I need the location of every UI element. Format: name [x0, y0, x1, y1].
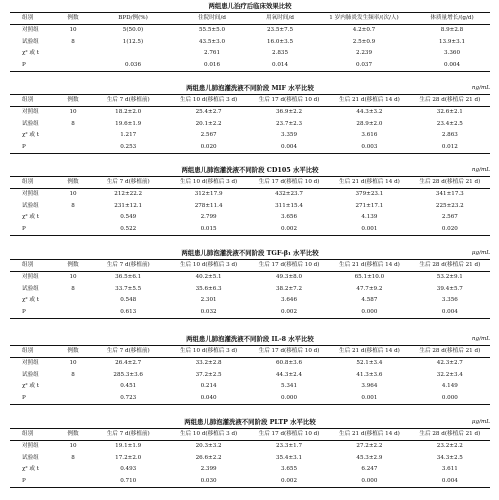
table-cell: 试验组 [22, 38, 39, 45]
table-cell: 2.761 [203, 50, 220, 56]
table-cell [58, 142, 88, 154]
table-title [10, 0, 490, 12]
table-unit: μg/mL [471, 250, 490, 256]
table-2 [10, 82, 490, 154]
table-cell: 55.5±5.0 [198, 27, 226, 33]
table-cell: 8 [71, 202, 75, 209]
header-row [10, 95, 490, 106]
table-cell: 20.3±3.2 [195, 443, 222, 449]
table-cell: 65.1±10.0 [354, 274, 385, 280]
table-cell: 1.217 [120, 132, 137, 138]
table-cell: 2.239 [355, 50, 372, 56]
table-cell: 0.012 [441, 143, 458, 150]
table-cell: 0.015 [200, 225, 217, 232]
table-cell: 2.301 [200, 297, 217, 303]
table-cell: 60.8±3.6 [275, 360, 303, 366]
table-row [10, 284, 490, 296]
table-title [10, 333, 490, 345]
table-title-text: 两组患儿肺泡灌洗液不同阶段 MIF 水平比较 [186, 84, 314, 92]
table-cell: 4.149 [441, 383, 458, 389]
table-body [10, 25, 490, 72]
table-cell: 23.3±1.7 [275, 443, 303, 449]
column-header: 组别 [22, 262, 34, 268]
table-cell: 23.2±2.2 [436, 443, 463, 449]
table-cell: 0.001 [361, 394, 378, 401]
table-cell: 32.6±2.1 [436, 109, 463, 115]
table-row [10, 453, 490, 465]
table-cell: 0.030 [200, 477, 217, 484]
table-cell: 10 [69, 274, 77, 280]
table-cell: 3.656 [281, 214, 298, 220]
column-header: 生后 7 d(移植前) [106, 431, 150, 437]
table-body [10, 107, 490, 154]
table-cell [58, 295, 88, 307]
table-row [10, 142, 490, 154]
table-title-text: 两组患儿肺泡灌洗液不同阶段 CD105 水平比较 [181, 166, 319, 174]
column-header: 例数 [67, 15, 79, 21]
table-cell: 0.493 [120, 466, 137, 472]
table-cell: 0.016 [203, 61, 220, 68]
table-cell: 43.5±3.0 [198, 38, 226, 45]
table-cell: 33.2±2.8 [195, 360, 222, 366]
table-cell [58, 130, 88, 142]
column-header: 生后 17 d(移植后 10 d) [258, 97, 320, 103]
table-cell [58, 464, 88, 476]
table-body [10, 358, 490, 405]
table-row [10, 393, 490, 405]
table-cell: 47.7±9.2 [356, 285, 383, 292]
table-cell: 0.522 [120, 225, 137, 232]
column-header: 组别 [22, 431, 34, 437]
table-cell: 试验组 [22, 202, 39, 209]
table-cell: χ² 或 t [22, 50, 40, 56]
table-cell: 对照组 [22, 443, 39, 449]
table-cell: 379±23.1 [355, 191, 384, 197]
table-cell: 52.1±3.4 [356, 360, 383, 366]
table-body [10, 272, 490, 319]
table-header [10, 428, 490, 441]
table-cell [58, 307, 88, 319]
table-row [10, 212, 490, 224]
column-header: 生后 21 d(移植后 14 d) [339, 97, 400, 103]
table-cell [58, 381, 88, 393]
table-cell: 4.587 [361, 297, 378, 303]
table-cell: 312±17.9 [194, 191, 223, 197]
table-cell: 0.020 [200, 143, 217, 150]
table-cell: 28.9±2.0 [356, 120, 383, 127]
table-cell: 0.004 [441, 477, 458, 484]
table-cell: 0.004 [441, 308, 458, 315]
table-cell: 试验组 [22, 371, 39, 378]
header-row [10, 13, 490, 24]
table-header [10, 176, 490, 189]
table-cell: 53.2±9.1 [436, 274, 463, 280]
table-cell [58, 60, 88, 72]
table-title [10, 247, 490, 259]
table-cell: 3.360 [443, 50, 460, 56]
table-title [10, 164, 490, 176]
table-row [10, 107, 490, 119]
table-cell: P [22, 61, 26, 68]
table-cell: 10 [69, 443, 77, 449]
table-cell: 4.2±0.7 [352, 27, 376, 33]
table-row [10, 119, 490, 131]
table-cell: 10 [69, 27, 77, 33]
table-cell: 0.710 [120, 477, 137, 484]
table-row [10, 25, 490, 37]
table-cell: 0.214 [200, 383, 217, 389]
table-cell: 17.2±2.0 [115, 454, 142, 461]
table-cell [58, 476, 88, 488]
table-cell: 3.616 [361, 132, 378, 138]
column-header: 例数 [67, 179, 79, 185]
table-title-text: 两组患儿肺泡灌洗液不同阶段 PLTP 水平比较 [184, 418, 316, 426]
table-cell: 0.000 [281, 394, 298, 401]
table-cell: χ² 或 t [22, 466, 40, 472]
table-cell: 0.549 [120, 214, 137, 220]
table-cell: 0.000 [361, 477, 378, 484]
column-header: 生后 28 d(移植后 21 d) [419, 179, 481, 185]
table-cell [58, 224, 88, 236]
column-header: 体质量增长/(g/d) [430, 15, 474, 21]
table-row [10, 464, 490, 476]
column-header: 生后 10 d(移植后 3 d) [179, 179, 238, 185]
column-header: BPD/例(%) [118, 15, 148, 21]
table-cell: 0.003 [361, 143, 378, 150]
table-cell: 0.613 [120, 308, 137, 315]
table-cell: 10 [69, 109, 77, 115]
table-cell: 0.451 [120, 383, 137, 389]
column-header: 生后 17 d(移植后 10 d) [258, 348, 320, 354]
header-row [10, 346, 490, 357]
table-cell: P [22, 143, 26, 150]
table-row [10, 441, 490, 453]
column-header: 生后 21 d(移植后 14 d) [339, 431, 400, 437]
table-cell: P [22, 225, 26, 232]
table-cell: 212±22.2 [114, 191, 143, 197]
column-header: 生后 7 d(移植前) [106, 262, 150, 268]
table-cell: 231±12.1 [114, 202, 143, 209]
table-cell: 5.341 [281, 383, 298, 389]
table-cell: 2.5±0.9 [352, 38, 376, 45]
table-cell: 285.3±3.6 [113, 371, 143, 378]
table-row [10, 201, 490, 213]
header-row [10, 260, 490, 271]
table-cell: 44.3±2.4 [275, 371, 303, 378]
table-title-text: 两组患儿治疗后临床效果比较 [208, 2, 292, 10]
table-5 [10, 333, 490, 405]
table-cell: 26.6±2.2 [195, 454, 222, 461]
table-row [10, 37, 490, 49]
table-cell: 10 [69, 191, 77, 197]
table-row [10, 272, 490, 284]
table-row [10, 295, 490, 307]
table-cell: 3.646 [281, 297, 298, 303]
table-cell: 8 [71, 38, 75, 45]
table-cell: 2.863 [441, 132, 458, 138]
table-cell: 3.655 [281, 466, 298, 472]
table-cell: 0.000 [441, 394, 458, 401]
table-4 [10, 247, 490, 319]
table-3 [10, 164, 490, 236]
column-header: 用氧时间/d [266, 15, 294, 21]
table-cell: 试验组 [22, 285, 39, 292]
table-cell: 8 [71, 120, 75, 127]
table-cell: 0.723 [120, 394, 137, 401]
table-cell: 1(12.5) [122, 38, 144, 45]
table-cell: 2.835 [271, 50, 288, 56]
table-cell: 0.032 [200, 308, 217, 315]
table-unit: ng/mL [471, 85, 490, 91]
table-cell: 278±11.4 [194, 202, 223, 209]
table-cell: 试验组 [22, 120, 39, 127]
table-cell: 432±23.7 [275, 191, 303, 197]
column-header: 组别 [22, 348, 34, 354]
table-cell: 36.9±2.2 [275, 109, 303, 115]
table-cell: 42.3±2.7 [436, 360, 463, 366]
table-cell: 0.000 [361, 308, 378, 315]
table-row [10, 189, 490, 201]
table-cell: P [22, 394, 26, 401]
table-cell: 16.0±3.5 [266, 38, 294, 45]
table-title [10, 416, 490, 428]
column-header: 生后 17 d(移植后 10 d) [258, 262, 320, 268]
table-cell [58, 48, 88, 60]
table-cell: 对照组 [22, 109, 39, 115]
table-cell: 2.399 [200, 466, 217, 472]
table-cell: 8 [71, 371, 75, 378]
table-cell: 39.4±5.7 [436, 285, 463, 292]
table-cell: 0.004 [281, 143, 298, 150]
table-cell: 0.002 [281, 477, 298, 484]
table-row [10, 60, 490, 72]
table-cell: 23.7±2.3 [275, 120, 303, 127]
table-cell: 44.3±3.2 [356, 109, 383, 115]
table-cell: 2.567 [200, 132, 217, 138]
table-cell: 19.6±1.9 [115, 120, 142, 127]
table-cell: 35.4±3.1 [275, 454, 303, 461]
table-cell: 341±17.3 [435, 191, 464, 197]
table-cell: 45.3±2.9 [356, 454, 383, 461]
table-cell: 32.2±3.4 [436, 371, 463, 378]
table-body [10, 441, 490, 488]
column-header: 生后 21 d(移植后 14 d) [339, 179, 400, 185]
table-cell: 13.9±3.1 [438, 38, 466, 45]
table-cell: 35.6±6.3 [195, 285, 222, 292]
table-cell: 8 [71, 285, 75, 292]
table-cell: 49.3±8.0 [275, 274, 303, 280]
header-row [10, 429, 490, 440]
table-cell [88, 48, 178, 60]
table-cell: 0.253 [120, 143, 137, 150]
column-header: 生后 21 d(移植后 14 d) [339, 262, 400, 268]
table-cell: 23.4±2.5 [436, 120, 463, 127]
table-body [10, 189, 490, 236]
column-header: 例数 [67, 431, 79, 437]
table-title-text: 两组患儿肺泡灌洗液不同阶段 IL-8 水平比较 [186, 335, 314, 343]
table-unit: ng/mL [471, 336, 490, 342]
table-row [10, 224, 490, 236]
table-cell: 0.040 [200, 394, 217, 401]
table-cell: 8.9±2.8 [440, 27, 464, 33]
column-header: 组别 [22, 15, 34, 21]
table-cell: 0.020 [441, 225, 458, 232]
column-header: 生后 21 d(移植后 14 d) [339, 348, 400, 354]
table-cell: 对照组 [22, 360, 39, 366]
table-row [10, 48, 490, 60]
table-cell: 23.5±7.5 [266, 27, 294, 33]
table-cell: 40.2±5.1 [195, 274, 222, 280]
column-header: 生后 7 d(移植前) [106, 348, 150, 354]
table-title-text: 两组患儿肺泡灌洗液不同阶段 TGF-β₁ 水平比较 [181, 249, 319, 257]
table-cell: 对照组 [22, 27, 39, 33]
column-header: 住院时间/d [198, 15, 226, 21]
table-cell: 311±15.4 [275, 202, 303, 209]
table-cell: P [22, 477, 26, 484]
table-cell: 对照组 [22, 274, 39, 280]
table-cell: 3.356 [441, 297, 458, 303]
table-cell: 37.2±2.5 [195, 371, 222, 378]
table-cell: 19.1±1.9 [115, 443, 142, 449]
table-cell: 41.3±3.6 [356, 371, 383, 378]
table-cell: 38.2±7.2 [275, 285, 303, 292]
table-cell: 6.247 [361, 466, 378, 472]
header-row [10, 177, 490, 188]
table-cell: 225±23.2 [435, 202, 464, 209]
column-header: 生后 28 d(移植后 21 d) [419, 97, 481, 103]
table-cell: 试验组 [22, 454, 39, 461]
table-header [10, 12, 490, 25]
table-cell: 25.4±2.7 [195, 109, 222, 115]
table-cell: 0.004 [443, 61, 460, 68]
table-cell: 0.002 [281, 308, 298, 315]
table-6 [10, 416, 490, 488]
table-cell: 33.7±5.5 [115, 285, 142, 292]
table-cell: 20.1±2.2 [195, 120, 222, 127]
table-cell: 8 [71, 454, 75, 461]
table-header [10, 94, 490, 107]
table-cell: 0.548 [120, 297, 137, 303]
table-cell: 10 [69, 360, 77, 366]
column-header: 生后 17 d(移植后 10 d) [258, 431, 320, 437]
table-row [10, 358, 490, 370]
table-cell: 34.3±2.5 [436, 454, 463, 461]
table-cell: χ² 或 t [22, 214, 40, 220]
table-unit: μg/mL [471, 419, 490, 425]
table-row [10, 381, 490, 393]
table-cell: P [22, 308, 26, 315]
table-cell: 3.611 [441, 466, 458, 472]
column-header: 1 岁内肺炎发生频率/(次/人) [329, 15, 399, 21]
table-cell: 18.2±2.0 [115, 109, 142, 115]
table-cell: χ² 或 t [22, 132, 40, 138]
table-cell: 5(50.0) [122, 27, 144, 33]
table-cell: χ² 或 t [22, 297, 40, 303]
table-cell: 2.799 [200, 214, 217, 220]
column-header: 生后 10 d(移植后 3 d) [179, 97, 238, 103]
column-header: 生后 10 d(移植后 3 d) [179, 348, 238, 354]
column-header: 组别 [22, 179, 34, 185]
column-header: 生后 28 d(移植后 21 d) [419, 348, 481, 354]
table-cell: 0.037 [355, 61, 372, 68]
table-row [10, 370, 490, 382]
table-cell: 26.4±2.7 [115, 360, 142, 366]
table-unit: ng/mL [471, 167, 490, 173]
table-cell: 0.014 [271, 61, 288, 68]
column-header: 生后 28 d(移植后 21 d) [419, 431, 481, 437]
table-header [10, 259, 490, 272]
table-cell: 3.359 [281, 132, 298, 138]
table-cell: χ² 或 t [22, 383, 40, 389]
table-row [10, 130, 490, 142]
table-cell [58, 393, 88, 405]
table-cell: 对照组 [22, 191, 39, 197]
column-header: 组别 [22, 97, 34, 103]
table-row [10, 476, 490, 488]
table-1 [10, 0, 490, 72]
column-header: 生后 28 d(移植后 21 d) [419, 262, 481, 268]
table-cell: 2.567 [441, 214, 458, 220]
table-header [10, 345, 490, 358]
column-header: 生后 17 d(移植后 10 d) [258, 179, 320, 185]
column-header: 生后 7 d(移植前) [106, 179, 150, 185]
table-title [10, 82, 490, 94]
column-header: 例数 [67, 262, 79, 268]
table-cell: 0.036 [124, 61, 141, 68]
column-header: 例数 [67, 348, 79, 354]
column-header: 生后 10 d(移植后 3 d) [179, 262, 238, 268]
table-cell: 3.964 [361, 383, 378, 389]
table-row [10, 307, 490, 319]
table-cell: 0.001 [361, 225, 378, 232]
table-cell: 4.139 [361, 214, 378, 220]
table-cell: 0.002 [281, 225, 298, 232]
column-header: 生后 10 d(移植后 3 d) [179, 431, 238, 437]
table-cell: 271±17.1 [355, 202, 384, 209]
table-cell: 27.2±2.2 [356, 443, 383, 449]
column-header: 例数 [67, 97, 79, 103]
column-header: 生后 7 d(移植前) [106, 97, 150, 103]
table-cell: 36.5±6.1 [115, 274, 142, 280]
table-cell [58, 212, 88, 224]
